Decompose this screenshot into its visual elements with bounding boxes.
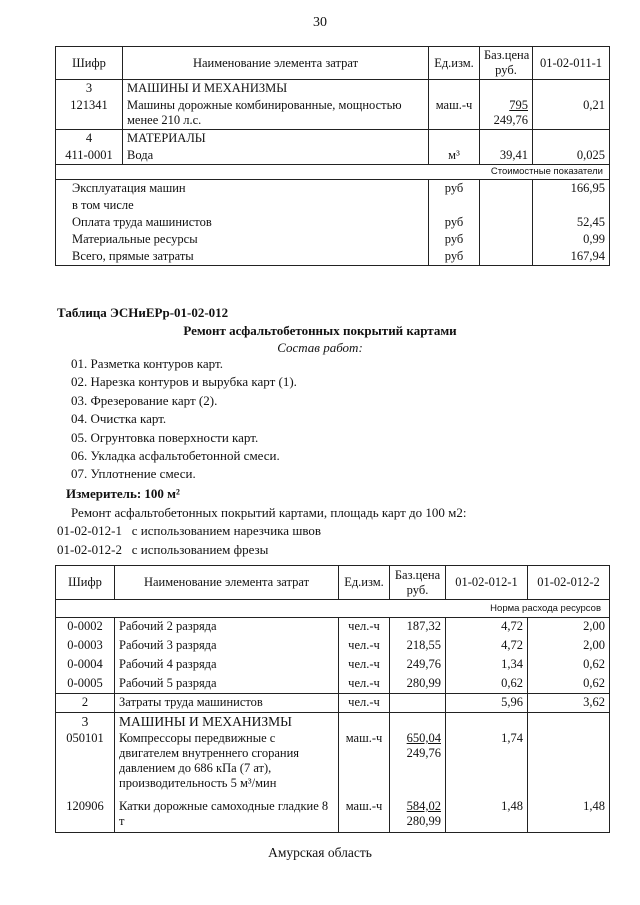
cell-price: 280,99 [390,675,446,694]
work-composition-label: Состав работ: [277,340,363,355]
cell-price: 249,76 [390,656,446,675]
section-number: 3 [56,713,115,731]
cell-unit: чел.-ч [339,637,390,656]
table-row [56,798,610,832]
summary-label: в том числе [56,197,429,214]
table-row [56,637,610,656]
header-code: Шифр [56,47,123,80]
summary-value [533,197,610,214]
summary-value: 167,94 [533,248,610,266]
list-item: 04. Очистка карт. [71,411,167,427]
cell-unit: чел.-ч [339,618,390,637]
section-row-materials [56,130,610,148]
summary-label: Материальные ресурсы [56,231,429,248]
cell-code: 0-0002 [56,618,115,637]
table-caption: Таблица ЭСНиЕРр-01-02-012 [57,305,229,320]
cell-name: Вода [123,147,429,165]
cell-code: 120906 [56,798,115,832]
cell-code: 0-0005 [56,675,115,694]
cell-name: Затраты труда машинистов [115,694,339,713]
cell-code: 2 [56,694,115,713]
section-number: 3 [56,80,123,98]
footer-region: Амурская область [268,845,372,860]
cell-value-2: 2,00 [528,618,610,637]
operators-row [56,694,610,713]
variant-text: с использованием нарезчика швов [131,523,322,538]
cost-indicators-label: Стоимостные показатели [56,165,610,180]
list-item: 06. Укладка асфальтобетонной смеси. [71,447,280,463]
cell-code: 411-0001 [56,147,123,165]
summary-row [56,180,610,198]
variant-line [57,541,268,558]
resource-table-011 [55,46,610,266]
summary-value: 0,99 [533,231,610,248]
header-norm-1: 01-02-012-1 [446,566,528,600]
header-name: Наименование элемента затрат [115,566,339,600]
section-row-machines [56,80,610,98]
table-row [56,675,610,694]
page-number: 30 [313,15,327,30]
cell-code: 050101 [56,730,115,798]
header-price: Баз.цена руб. [480,47,533,80]
summary-unit: руб [429,180,480,198]
cell-name: Компрессоры передвижные с двигателем внутреннего сгорания давлением до 686 кПа (7 ат), производительность 5 м³/мин [115,730,339,798]
cell-price: 39,41 [480,147,533,165]
cell-price [390,798,446,832]
summary-value: 52,45 [533,214,610,231]
cell-name: Катки дорожные самоходные гладкие 8 т [115,798,339,832]
list-item: 03. Фрезерование карт (2). [71,392,218,408]
cell-unit: чел.-ч [339,656,390,675]
summary-unit: руб [429,214,480,231]
cell-name: Рабочий 2 разряда [115,618,339,637]
cell-value-1: 4,72 [446,618,528,637]
price-bottom: 249,76 [406,746,441,760]
price-top: 650,04 [406,731,441,745]
cell-unit: маш.-ч [339,730,390,798]
cell-code: 0-0003 [56,637,115,656]
table-row [56,656,610,675]
cell-value-1: 1,48 [446,798,528,832]
cost-indicators-row [56,165,610,180]
cell-price: 218,55 [390,637,446,656]
section-title: Ремонт асфальтобетонных покрытий картами [183,323,457,338]
cell-value-2: 1,48 [528,798,610,832]
table-row [56,730,610,798]
cell-value-2 [528,730,610,798]
summary-row [56,197,610,214]
section-row-machines [56,713,610,731]
header-unit: Ед.изм. [339,566,390,600]
summary-row [56,231,610,248]
header-norm: 01-02-011-1 [533,47,610,80]
summary-label: Всего, прямые затраты [56,248,429,266]
list-item: 02. Нарезка контуров и вырубка карт (1). [71,374,297,390]
table-header-row [56,566,610,600]
cell-value: 0,21 [533,97,610,130]
variant-code: 01-02-012-1 [57,523,122,538]
variant-text: с использованием фрезы [131,542,269,557]
cell-value-2: 2,00 [528,637,610,656]
list-item: 07. Уплотнение смеси. [71,466,196,482]
cell-unit: м³ [429,147,480,165]
cell-unit: чел.-ч [339,694,390,713]
table-row [56,97,610,130]
cell-value-1: 4,72 [446,637,528,656]
header-code: Шифр [56,566,115,600]
section-number: 4 [56,130,123,148]
section-title: МАШИНЫ И МЕХАНИЗМЫ [115,713,339,731]
table-row [56,618,610,637]
price-bottom: 249,76 [493,113,528,127]
cell-value-1: 0,62 [446,675,528,694]
table-row [56,147,610,165]
cell-value-1: 1,74 [446,730,528,798]
summary-label: Эксплуатация машин [56,180,429,198]
list-item: 01. Разметка контуров карт. [71,356,223,371]
cell-value-2: 0,62 [528,675,610,694]
resource-table-012 [55,565,610,833]
cell-unit: маш.-ч [429,97,480,130]
cell-name: Рабочий 3 разряда [115,637,339,656]
summary-row [56,214,610,231]
cell-value-2: 0,62 [528,656,610,675]
cell-name: Рабочий 4 разряда [115,656,339,675]
header-price: Баз.цена руб. [390,566,446,600]
cell-value-1: 5,96 [446,694,528,713]
cell-price [480,97,533,130]
price-top: 584,02 [406,799,441,813]
cell-name: Машины дорожные комбинированные, мощностью менее 210 л.с. [123,97,429,130]
summary-row [56,248,610,266]
cell-value-2: 3,62 [528,694,610,713]
cell-name: Рабочий 5 разряда [115,675,339,694]
summary-label: Оплата труда машинистов [56,214,429,231]
summary-unit [429,197,480,214]
norm-label-row [56,600,610,618]
work-list [71,356,297,485]
section-title: МАТЕРИАЛЫ [123,130,429,148]
cell-code: 0-0004 [56,656,115,675]
variant-line [57,522,321,539]
header-name: Наименование элемента затрат [123,47,429,80]
norm-label: Норма расхода ресурсов [56,600,610,618]
measure-unit: Измеритель: 100 м² [66,486,180,501]
cell-price: 187,32 [390,618,446,637]
cell-value: 0,025 [533,147,610,165]
cell-price [390,730,446,798]
summary-unit: руб [429,231,480,248]
section-title: МАШИНЫ И МЕХАНИЗМЫ [123,80,429,98]
price-bottom: 280,99 [406,814,441,828]
cell-unit: маш.-ч [339,798,390,832]
list-item: 05. Огрунтовка поверхности карт. [71,429,259,445]
cell-code: 121341 [56,97,123,130]
description: Ремонт асфальтобетонных покрытий картами, площадь карт до 100 м2: [71,505,467,520]
header-norm-2: 01-02-012-2 [528,566,610,600]
cell-value-1: 1,34 [446,656,528,675]
summary-value: 166,95 [533,180,610,198]
header-unit: Ед.изм. [429,47,480,80]
variant-code: 01-02-012-2 [57,542,122,557]
cell-unit: чел.-ч [339,675,390,694]
table-header-row [56,47,610,80]
summary-unit: руб [429,248,480,266]
price-top: 795 [509,98,528,112]
